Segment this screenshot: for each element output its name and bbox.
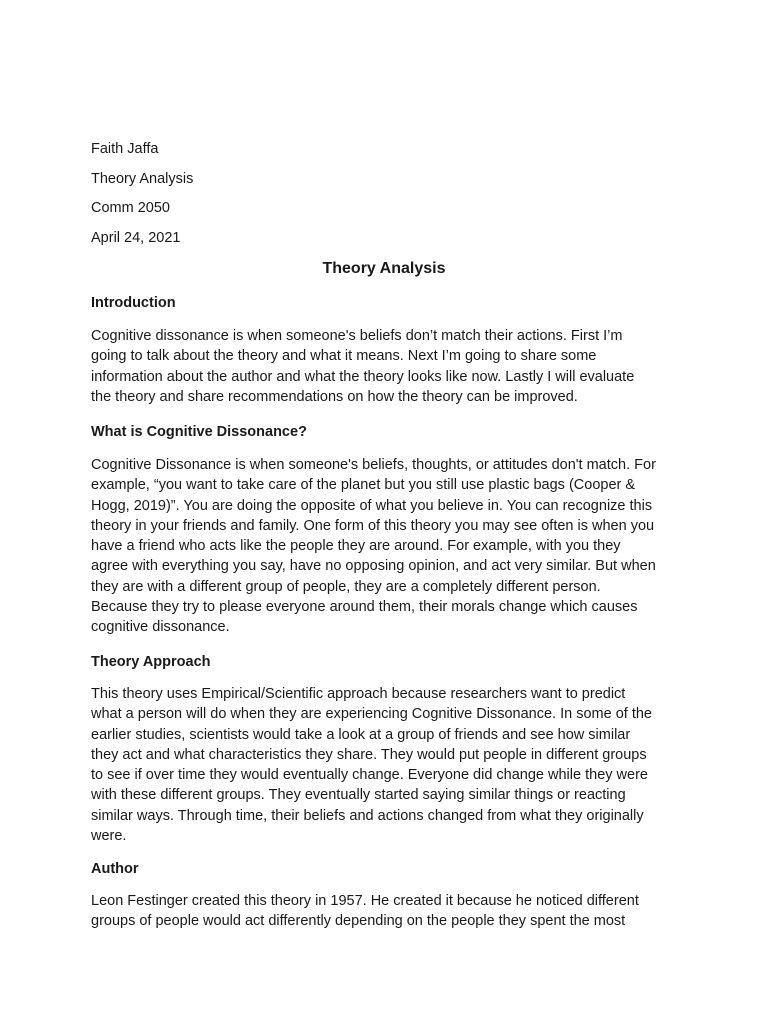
paragraph-line: going to talk about the theory and what it means. Next I’m going to share some — [91, 348, 597, 365]
paragraph-line: cognitive dissonance. — [91, 619, 230, 636]
paragraph-line: they are with a different group of people, they are a completely different person. — [91, 578, 601, 595]
paragraph-line: This theory uses Empirical/Scientific approach because researchers want to predict — [91, 686, 626, 702]
paragraph-line: have a friend who acts like the people they are around. For example, with you they — [91, 538, 621, 555]
paragraph-line: what a person will do when they are experiencing Cognitive Dissonance. In some of the — [91, 706, 652, 723]
paragraph-line: to see if over time they would eventually change. Everyone did change while they were — [91, 767, 648, 784]
section-heading-what-is: What is Cognitive Dissonance? — [91, 424, 307, 440]
document-title: Theory Analysis — [322, 260, 446, 277]
paragraph-line: the theory and share recommendations on how the theory can be improved. — [91, 388, 578, 405]
paragraph-line: groups of people would act differently depending on the people they spent the most — [91, 913, 626, 930]
paragraph-line: with these different groups. They eventually started saying similar things or reacting — [91, 787, 626, 804]
author-name: Faith Jaffa — [91, 141, 159, 157]
section-heading-author: Author — [91, 861, 139, 877]
paragraph-line: Cognitive Dissonance is when someone's beliefs, thoughts, or attitudes don't match. For — [91, 457, 656, 473]
paragraph-line: example, “you want to take care of the planet but you still use plastic bags (Cooper & — [91, 477, 636, 494]
theory-approach-paragraph — [91, 684, 691, 846]
author-paragraph — [91, 891, 691, 932]
paragraph-line: were. — [91, 828, 127, 845]
section-heading-theory-approach: Theory Approach — [91, 654, 211, 670]
paragraph-line: similar ways. Through time, their beliefs and actions changed from what they originally — [91, 807, 644, 824]
paragraph-line: information about the author and what the theory looks like now. Lastly I will evaluate — [91, 368, 635, 385]
paragraph-line: theory in your friends and family. One form of this theory you may see often is when you — [91, 517, 655, 534]
what-is-paragraph — [91, 455, 691, 638]
paragraph-line: they act and what characteristics they share. They would put people in different groups — [91, 746, 647, 763]
paragraph-line: Leon Festinger created this theory in 1957. He created it because he noticed different — [91, 893, 639, 909]
assignment-name: Theory Analysis — [91, 171, 194, 187]
paragraph-line: Because they try to please everyone around them, their morals change which causes — [91, 599, 638, 616]
paragraph-line: earlier studies, scientists would take a look at a group of friends and see how similar — [91, 726, 631, 743]
paragraph-line: Cognitive dissonance is when someone's beliefs don’t match their actions. First I’m — [91, 328, 623, 344]
paragraph-line: agree with everything you say, have no opposing opinion, and act very similar. But when — [91, 558, 656, 575]
introduction-paragraph — [91, 326, 691, 407]
section-heading-introduction: Introduction — [91, 295, 176, 311]
document-date: April 24, 2021 — [91, 230, 181, 246]
paragraph-line: Hogg, 2019)”. You are doing the opposite of what you believe in. You can recognize this — [91, 497, 653, 514]
course-name: Comm 2050 — [91, 200, 170, 216]
